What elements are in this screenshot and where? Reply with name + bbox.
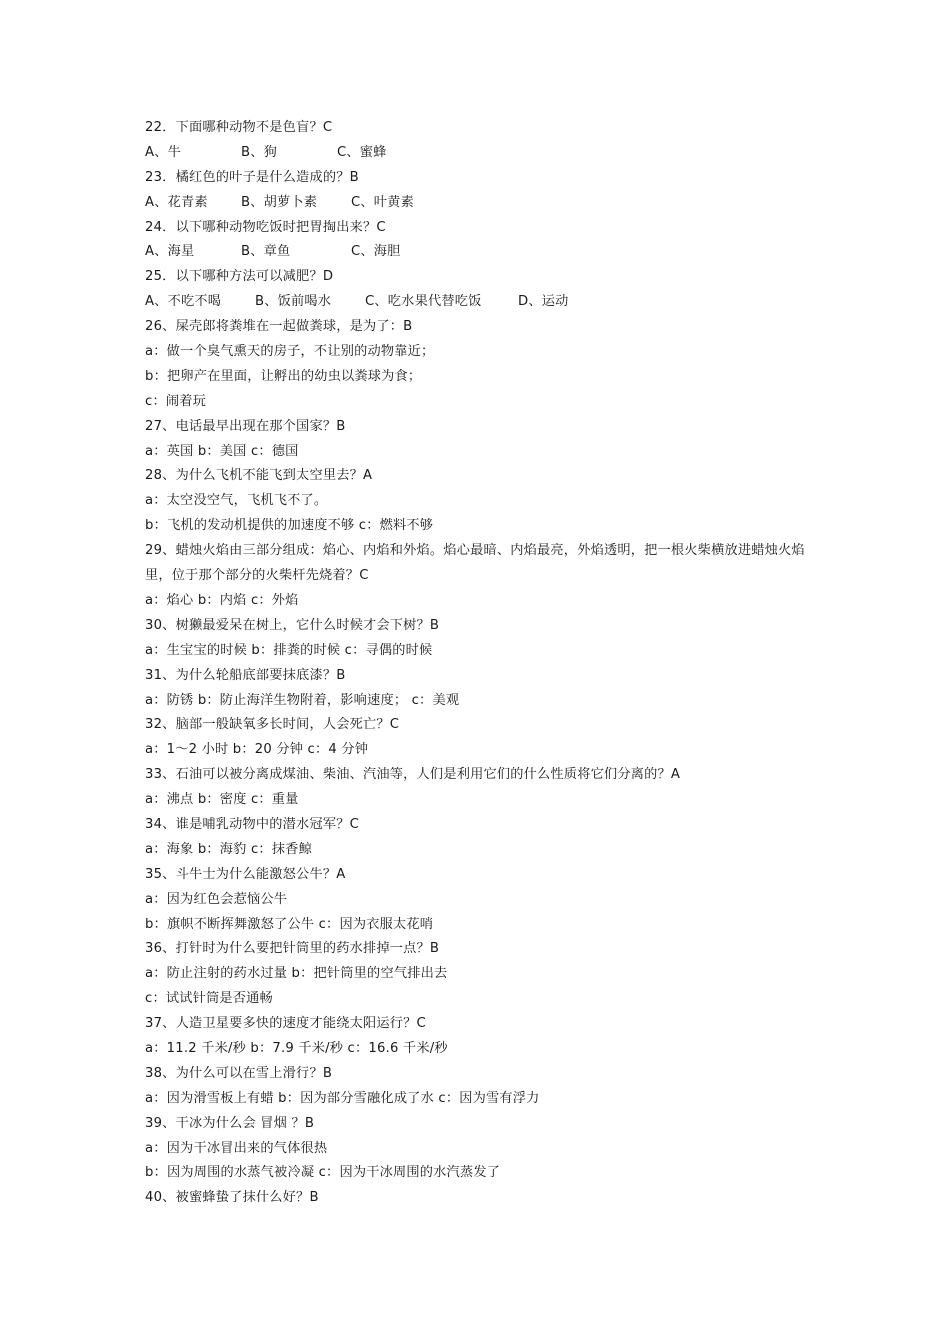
options-22 — [145, 141, 825, 166]
question-27: 27、电话最早出现在那个国家？B — [145, 418, 346, 434]
question-22: 22．下面哪种动物不是色盲？C — [145, 120, 333, 135]
question-30: 30、树獭最爱呆在树上，它什么时候才会下树？B — [145, 617, 440, 633]
option-b: B、狗 — [241, 144, 278, 160]
answer-line: b：因为周围的水蒸气被冷凝 c：因为干冰周围的水汽蒸发了 — [145, 1165, 501, 1181]
document-body — [145, 116, 825, 1211]
answer-line: a：因为滑雪板上有蜡 b：因为部分雪融化成了水 c：因为雪有浮力 — [145, 1090, 540, 1106]
question-24: 24．以下哪种动物吃饭时把胃掏出来？C — [145, 219, 386, 235]
answer-line: b：旗帜不断挥舞激怒了公牛 c：因为衣服太花哨 — [145, 916, 434, 932]
option-d: D、运动 — [518, 294, 569, 310]
option-a: A、不吃不喝 — [145, 294, 222, 310]
answer-line: a：沸点 b：密度 c：重量 — [145, 792, 299, 808]
answer-line: a：做一个臭气熏天的房子，不让别的动物靠近； — [145, 344, 435, 360]
answer-line: c：试试针筒是否通畅 — [145, 991, 273, 1007]
option-c: C、吃水果代替吃饭 — [365, 294, 482, 310]
question-29: 29、蜡烛火焰由三部分组成：焰心、内焰和外焰。焰心最暗、内焰最亮，外焰透明，把一根火柴横放进蜡烛火焰里，位于那个部分的火柴杆先烧着？C — [145, 543, 805, 584]
option-c: C、海胆 — [351, 244, 401, 260]
options-24 — [145, 240, 825, 265]
answer-line: a：防止注射的药水过量 b：把针筒里的空气排出去 — [145, 966, 448, 982]
answer-line: a：因为干冰冒出来的气体很热 — [145, 1140, 328, 1156]
option-b: B、饭前喝水 — [255, 294, 332, 310]
answer-line: a：太空没空气，飞机飞不了。 — [145, 493, 328, 509]
answer-line: a：焰心 b：内焰 c：外焰 — [145, 592, 299, 608]
option-c: C、叶黄素 — [351, 194, 414, 210]
question-38: 38、为什么可以在雪上滑行？B — [145, 1065, 333, 1081]
option-b: B、章鱼 — [241, 244, 291, 260]
question-39: 39、干冰为什么会 冒烟 ？B — [145, 1115, 315, 1131]
answer-line: b：飞机的发动机提供的加速度不够 c：燃料不够 — [145, 518, 434, 534]
answer-line: a：11.2 千米/秒 b：7.9 千米/秒 c：16.6 千米/秒 — [145, 1040, 448, 1056]
options-25 — [145, 290, 825, 315]
question-28: 28、为什么飞机不能飞到太空里去？A — [145, 468, 373, 484]
option-a: A、牛 — [145, 144, 181, 160]
question-26: 26、屎壳郎将粪堆在一起做粪球，是为了：B — [145, 319, 413, 335]
answer-line: a：防锈 b：防止海洋生物附着，影响速度； c：美观 — [145, 692, 460, 708]
answer-line: a：英国 b：美国 c：德国 — [145, 443, 299, 459]
question-32: 32、脑部一般缺氧多长时间，人会死亡？C — [145, 717, 400, 733]
option-c: C、蜜蜂 — [337, 144, 387, 160]
option-a: A、海星 — [145, 244, 195, 260]
question-25: 25．以下哪种方法可以减肥？D — [145, 269, 334, 285]
answer-line: b：把卵产在里面，让孵出的幼虫以粪球为食； — [145, 368, 422, 384]
question-35: 35、斗牛士为什么能激怒公牛？A — [145, 866, 346, 882]
answer-line: a：生宝宝的时候 b：排粪的时候 c：寻偶的时候 — [145, 642, 433, 658]
answer-line: a：海象 b：海豹 c：抹香鲸 — [145, 841, 312, 857]
option-b: B、胡萝卜素 — [241, 194, 318, 210]
question-37: 37、人造卫星要多快的速度才能绕太阳运行？C — [145, 1016, 426, 1032]
question-23: 23．橘红色的叶子是什么造成的？B — [145, 169, 359, 185]
answer-line: a：因为红色会惹恼公牛 — [145, 891, 288, 907]
answer-line: c：闹着玩 — [145, 393, 207, 409]
answer-line: a：1～2 小时 b：20 分钟 c：4 分钟 — [145, 742, 369, 758]
option-a: A、花青素 — [145, 194, 208, 210]
question-34: 34、谁是哺乳动物中的潜水冠军？C — [145, 816, 360, 832]
question-36: 36、打针时为什么要把针筒里的药水排掉一点？B — [145, 941, 440, 957]
options-23 — [145, 191, 825, 216]
question-33: 33、石油可以被分离成煤油、柴油、汽油等，人们是利用它们的什么性质将它们分离的？A — [145, 767, 681, 783]
question-31: 31、为什么轮船底部要抹底漆？B — [145, 667, 346, 683]
question-40: 40、被蜜蜂蛰了抹什么好？B — [145, 1190, 319, 1206]
